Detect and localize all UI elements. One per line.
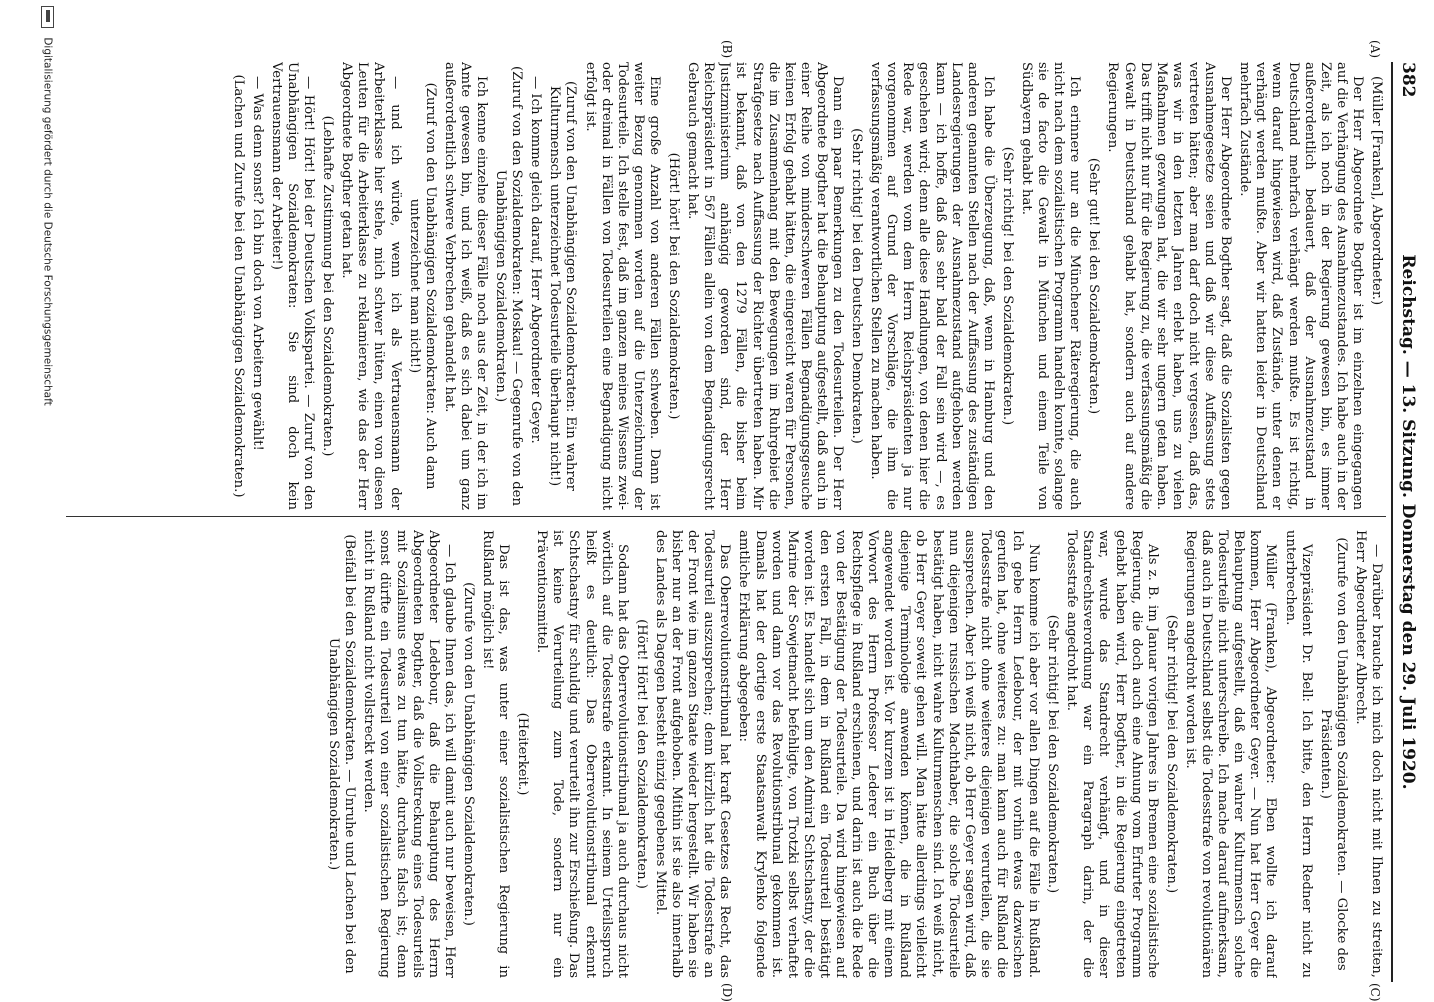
paragraph: Eine große Anzahl von anderen Fällen schweben. Dann ist weiter Bezug genommen worden auf die Unterzeichnung der Todesurteile. Ich stelle fest, daß im ganzen meines Wissens zwei- oder dreimal in Fällen von Todesurteilen eine Begnadigung nicht erfolgt ist. <box>582 62 662 510</box>
paragraph: Der Herr Abgeordnete Bogther sagt, daß die Sozialisten gegen Ausnahmegesetze seien und daß wir diese Auffassung stets vertreten hätten; aber man darf doch nicht vergessen, daß das, was wir in den letzten Jahren erlebt haben, uns zu vielen Maßnahmen gezwungen hat, die wir sehr ungern getan haben. Das trifft nicht nur für die Regierung zu, die verfassungsmäßig die Gewalt in Deutschland gehabt hat, sondern auch auf andere Regierungen. <box>1105 62 1234 510</box>
interjection: (Zurufe von den Unabhängigen Sozialdemokraten.) <box>460 582 476 926</box>
interjection: (Sehr richtig! bei den Sozialdemokraten.) <box>1045 614 1061 894</box>
margin-mark-d: (D) <box>720 983 734 1002</box>
paragraph: — Was denn sonst? Ich bin doch von Arbeitern gewählt! <box>249 76 265 451</box>
running-head: Reichstag. — 13. Sitzung. Donnerstag den 29. Juli 1920. <box>1398 254 1418 790</box>
footer-text: Digitalisierung gefördert durch die Deutsche Forschungsgemeinschaft <box>41 37 54 406</box>
paragraph: Der Herr Abgeordnete Bogther ist im einzelnen eingegangen auf die Verhängung des Ausnahmezustandes. Ich habe auch in der Zeit, als ich noch in der Regierung gewesen bin, es immer außerordentlich bedauert, daß der Ausnahmezustand in Deutschland mehrfach verhängt werden mußte. Es ist richtig, wenn darauf hingewiesen wird, daß Zustände, unter denen er verhängt werden mußte. Aber wir hatten leider in Deutschland mehrfach Zustände. <box>1237 62 1365 510</box>
paragraph: Das Oberrevolutionstribunal hat kraft Gesetzes das Recht, das Todesurteil auszusprechen; denn kürzlich hat die Todesstrafe an der Front wie im ganzen Staate wieder hergestellt. Wir haben sie bisher nur an der Front aufgehoben. Mithin ist sie also innerhalb des Landes als Dagegen besteht einzig gegebenes Mittel. <box>652 530 733 978</box>
paragraph: — Hört! Hört! bei der Deutschen Volkspartei. — Zuruf von den Unabhängigen Sozialdemokraten: Sie sind doch kein Vertrauensmann der Arbeiter!) <box>268 62 317 510</box>
margin-mark-c: (C) <box>1368 983 1382 1002</box>
paragraph: Sodann hat das Oberrevolutionstribunal ja auch durchaus nicht wörtlich auf die Todesstrafe erkannt. In seinem Urteilsspruch heißt es deutlich: Das Oberrevolutionstribunal erkennt Schtschastny für schuldig und verurteilt ihn zur Erschießung. Das ist keine Verurteilung zum Tode, sondern nur ein Präventionsmittel. <box>534 530 630 978</box>
dfg-logo-icon <box>41 6 54 28</box>
paragraph: Vizepräsident Dr. Bell: Ich bitte, den Herrn Redner nicht zu unterbrechen. <box>1282 530 1314 978</box>
paragraph: Ich habe die Überzeugung, daß, wenn in Hamburg und den anderen genannten Stellen nach der Auffassung des zuständigen Landesregierungen der Ausnahmezustand aufgehoben werden kann — ich hoffe, daß das sehr bald der Fall sein wird —, es geschehen wird; denn alle diese Handlungen, von denen hier die Rede war, werden vom dem Herrn Reichspräsidenten ja nur vorgenommen auf Grund der Vorschläge, die ihm die verfassungsmäßig verantwortlichen Stellen zu machen haben. <box>868 62 996 510</box>
paragraph: Ich kenne einzelne dieser Fälle noch aus der Zeit, in der ich im Amte gewesen bin, und ich weiß, daß es sich dabei um ganz außerordentlich schwere Verbrechen gehandelt hat. <box>441 62 490 510</box>
interjection: (Lachen und Zurufe bei den Unabhängigen Sozialdemokraten.) <box>230 74 246 498</box>
paragraph: Müller (Franken), Abgeordneter: Eben wollte ich darauf kommen, Herr Abgeordneter Geyer. — Nun hat Herr Geyer die Behauptung aufgestellt, daß ein wahrer Kulturmensch solche Todesurteile nicht unterschreibe. Ich mache darauf aufmerksam, daß auch in Deutschland selbst die Todesstrafe von revolutionären Regierungen angedroht worden ist. <box>1182 530 1279 978</box>
interjection: (Zuruf von den Unabhängigen Sozialdemokraten: Ein wahrer Kulturmensch unterzeichnet Todesurteile überhaupt nicht!) <box>547 81 579 491</box>
interjection: (Zuruf von den Unabhängigen Sozialdemokraten: Auch dann unterzeichnet man nicht!) <box>406 82 438 490</box>
interjection: (Zuruf von den Sozialdemokraten: Moskau! — Gegenrufe von den Unabhängigen Sozialdemokraten.) <box>493 66 525 506</box>
paragraph: Als z. B. im Januar vorigen Jahres in Bremen eine sozialistische Regierung, die doch auch eine Ahnung vom Erfurter Programm gehabt haben wird, Herr Bogther, in die Regierung eingetreten war, wurde das Standrecht verhängt, und in dieser Standrechtsverordnung war ein Paragraph darin, der die Todesstrafe angedroht hat. <box>1064 530 1160 978</box>
header-rule <box>1391 62 1393 982</box>
paragraph: Nun komme ich aber vor allen Dingen auf die Fälle in Rußland. Ich gebe Herrn Ledebour, der mit vorhin etwas dazwischen gerufen hat, ohne weiteres zu: man kann auch für Rußland die Todesstrafe nicht ohne weiteres diejenigen verurteilen, die sie aussprechen. Aber ich weiß nicht, ob Herr Geyer sagen wird, daß nun diejenigen russischen Machthaber, die solche Todesurteile bestätigt haben, nicht wahre Kulturmenschen sind. Ich weiß nicht, ob Herr Geyer soweit gehen will. Man hätte allerdings vielleicht diejenige Terminologie anwenden können, die in Rußland angewendet worden ist. Vor kurzem ist in Heidelberg mit einem Vorwort des Herrn Professor Lederer ein Buch über die Rechtspflege in Rußland erschienen, und darin ist auch die Rede von der Bestätigung der Todesurteile. Da wird hingewiesen auf den ersten Fall, in dem in Rußland ein Todesurteil bestätigt worden ist. Es handelt sich um den Admiral Schtschastny, der die Marine der Sowjetmacht befehligte, von Trotzki selbst verhaftet worden und dann vor das Revolutionstribunal gekommen ist. Damals hat der dortige erste Staatsanwalt Krylenko folgende amtliche Erklärung abgegeben: <box>736 530 1042 978</box>
page-header <box>1396 62 1422 982</box>
footer <box>14 6 54 982</box>
interjection: (Lebhafte Zustimmung bei den Sozialdemokraten.) <box>320 115 336 457</box>
column-divider <box>66 516 1386 517</box>
paragraph: — Darüber brauche ich mich doch nicht mit Ihnen zu streiten, Herr Abgeordneter Albrecht. <box>1352 530 1384 978</box>
interjection: (Hört! hört! bei den Sozialdemokraten.) <box>666 152 682 420</box>
paragraph: Ich erinnere nur an die Münchener Räteregierung, die auch nicht nach dem sozialistischen Programm handeln konnte, solange sie de facto die Gewalt in München und einem Teile von Südbayern gehabt hat. <box>1019 62 1083 510</box>
paragraph: — Ich komme gleich darauf, Herr Abgeordneter Geyer. <box>528 76 544 444</box>
interjection: (Zurufe von den Unabhängigen Sozialdemokraten. — Glocke des Präsidenten.) <box>1317 537 1349 971</box>
paragraph: — Ich glaube Ihnen das, ich will damit auch nur beweisen, Herr Abgeordneter Ledebour, daß die Behauptung des Herrn Abgeordneten Bogther, daß die Vollstreckung eines Todesurteils mit Sozialismus etwas zu tun hätte, durchaus falsch ist; denn sonst dürfte ein Todesurteil von einer sozialistischen Regierung nicht in Rußland nicht vollstreckt werden. <box>361 530 457 978</box>
text-column-right <box>64 530 1384 978</box>
interjection: (Beifall bei den Sozialdemokraten. — Unruhe und Lachen bei den Unabhängigen Sozialdemokraten.) <box>326 534 358 974</box>
paragraph: Dann ein paar Bemerkungen zu den Todesurteilen. Der Herr Abgeordnete Bogther hat die Behauptung aufgestellt, daß auch in einer Reihe von minderschweren Fällen Begnadigungsgesuche keinen Erfolg gehabt hätten, die eingereicht waren für Personen, die im Zusammenhang mit den Bewegungen im Ruhrgebiet die Strafgesetze nach Auffassung der Richter übertreten haben. Mir ist bekannt, daß von den 1279 Fällen, die bisher beim Justizministerium anhängig geworden sind, der Herr Reichspräsident in 567 Fällen allein von dem Begnadigungsrecht Gebrauch gemacht hat. <box>685 62 845 510</box>
interjection: (Sehr richtig! bei den Deutschen Demokraten.) <box>849 128 865 444</box>
page-number: 382 <box>1398 62 1418 98</box>
paragraph: Das ist das, was unter einer sozialistischen Regierung in Rußland möglich ist! <box>480 530 512 978</box>
margin-mark-b: (B) <box>720 40 734 59</box>
paragraph: — und ich würde, wenn ich als Vertrauensmann der Arbeiterklasse hier stehe, mich schwer hüten, einen von diesen Leuten für die Arbeiterklasse zu reklamieren, wie das der Herr Abgeordnete Bogther getan hat. <box>339 62 403 510</box>
interjection: (Sehr gut! bei den Sozialdemokraten.) <box>1086 157 1102 415</box>
interjection: (Sehr richtig! bei den Sozialdemokraten.) <box>999 146 1015 426</box>
interjection: (Hört! Hört! bei den Sozialdemokraten.) <box>633 619 649 889</box>
margin-mark-a: (A) <box>1368 40 1382 59</box>
interjection: (Sehr richtig! bei den Sozialdemokraten.) <box>1163 614 1179 894</box>
interjection: (Heiterkeit.) <box>515 712 531 796</box>
text-column-left <box>64 62 1384 510</box>
paragraph: (Müller [Franken], Abgeordneter.) <box>1369 76 1384 306</box>
